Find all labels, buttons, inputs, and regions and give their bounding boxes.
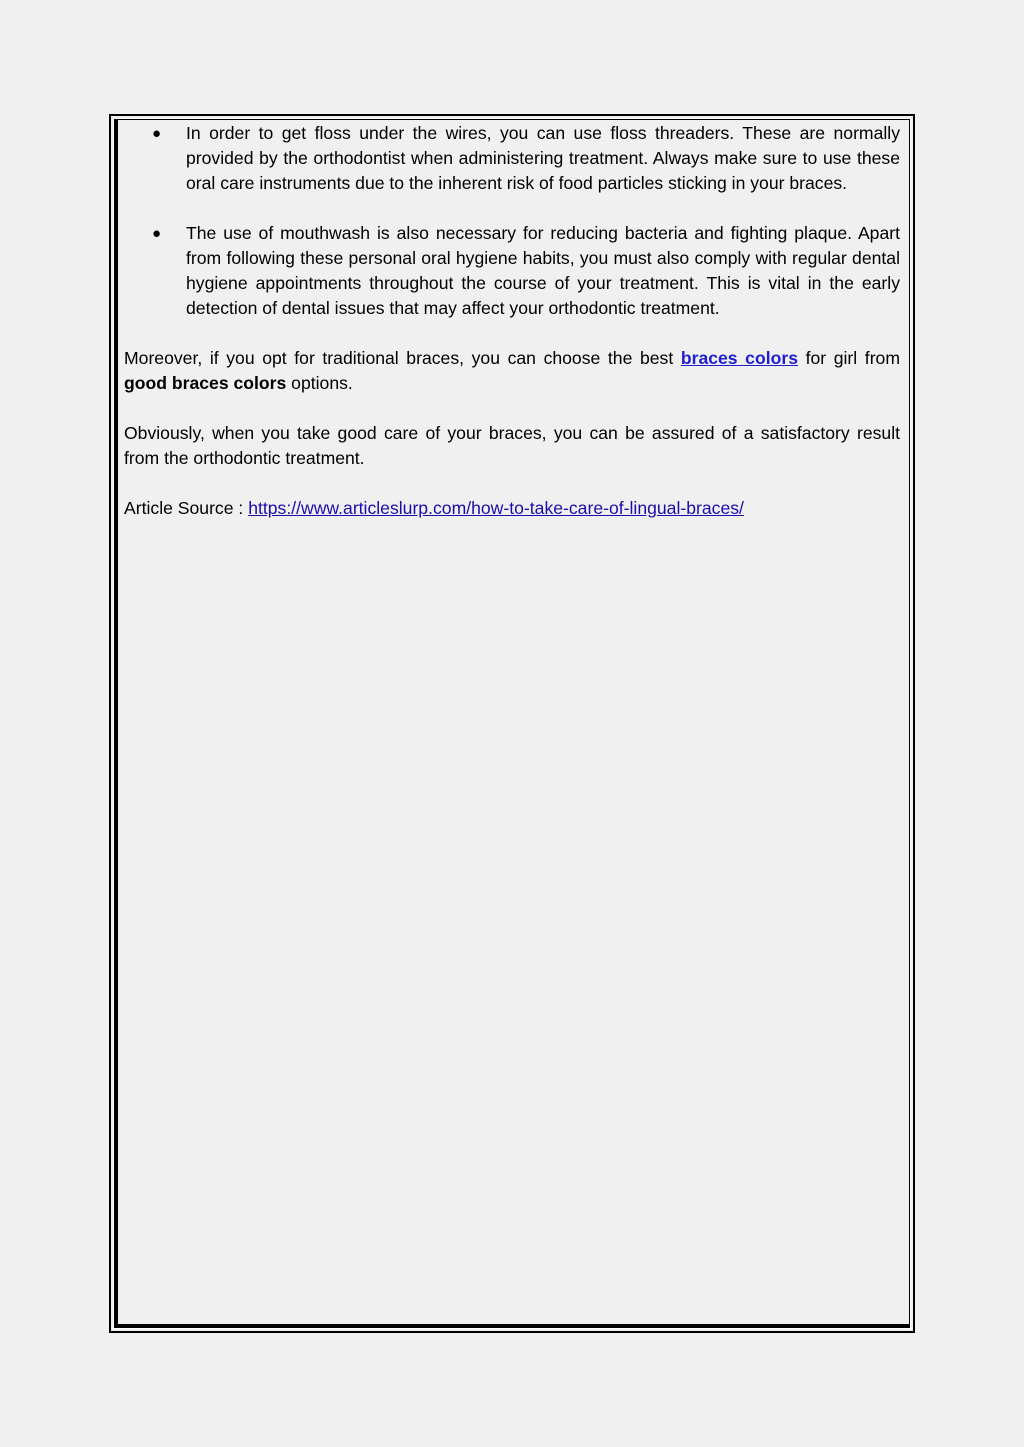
bullet-item-floss (124, 121, 900, 196)
moreover-text-end: options. (286, 373, 353, 393)
braces-colors-link[interactable]: braces colors (680, 348, 798, 368)
article-source-line (124, 496, 900, 521)
good-braces-colors-bold: good braces colors (124, 373, 287, 393)
bullet-text: The use of mouthwash is also necessary for reducing bacteria and fighting plaque. Apart from following these personal oral hygiene habits, you must also comply with regular dental hygiene appointments throughout the course of your treatment. This is vital in the early detection of dental issues that may affect your orthodontic treatment. (186, 223, 900, 318)
bullet-icon: ● (152, 225, 162, 242)
bullet-text: In order to get floss under the wires, you can use floss threaders. These are normally provided by the orthodontist when administering treatment. Always make sure to use these oral care instruments due to the inherent risk of food particles sticking in your braces. (186, 123, 900, 193)
bullet-icon: ● (152, 125, 162, 142)
moreover-text-start: Moreover, if you opt for traditional braces, you can choose the best (124, 348, 681, 368)
article-source-link[interactable]: https://www.articleslurp.com/how-to-take-care-of-lingual-braces/ (248, 498, 744, 518)
moreover-text-middle: for girl from (797, 348, 900, 368)
bullet-item-mouthwash (124, 221, 900, 321)
paragraph-obviously: Obviously, when you take good care of your braces, you can be assured of a satisfactory result from the orthodontic treatment. (124, 423, 900, 468)
bullet-list (124, 121, 900, 321)
paragraph-moreover (124, 346, 900, 396)
article-source-label: Article Source : (124, 498, 249, 518)
document-body (124, 121, 900, 546)
